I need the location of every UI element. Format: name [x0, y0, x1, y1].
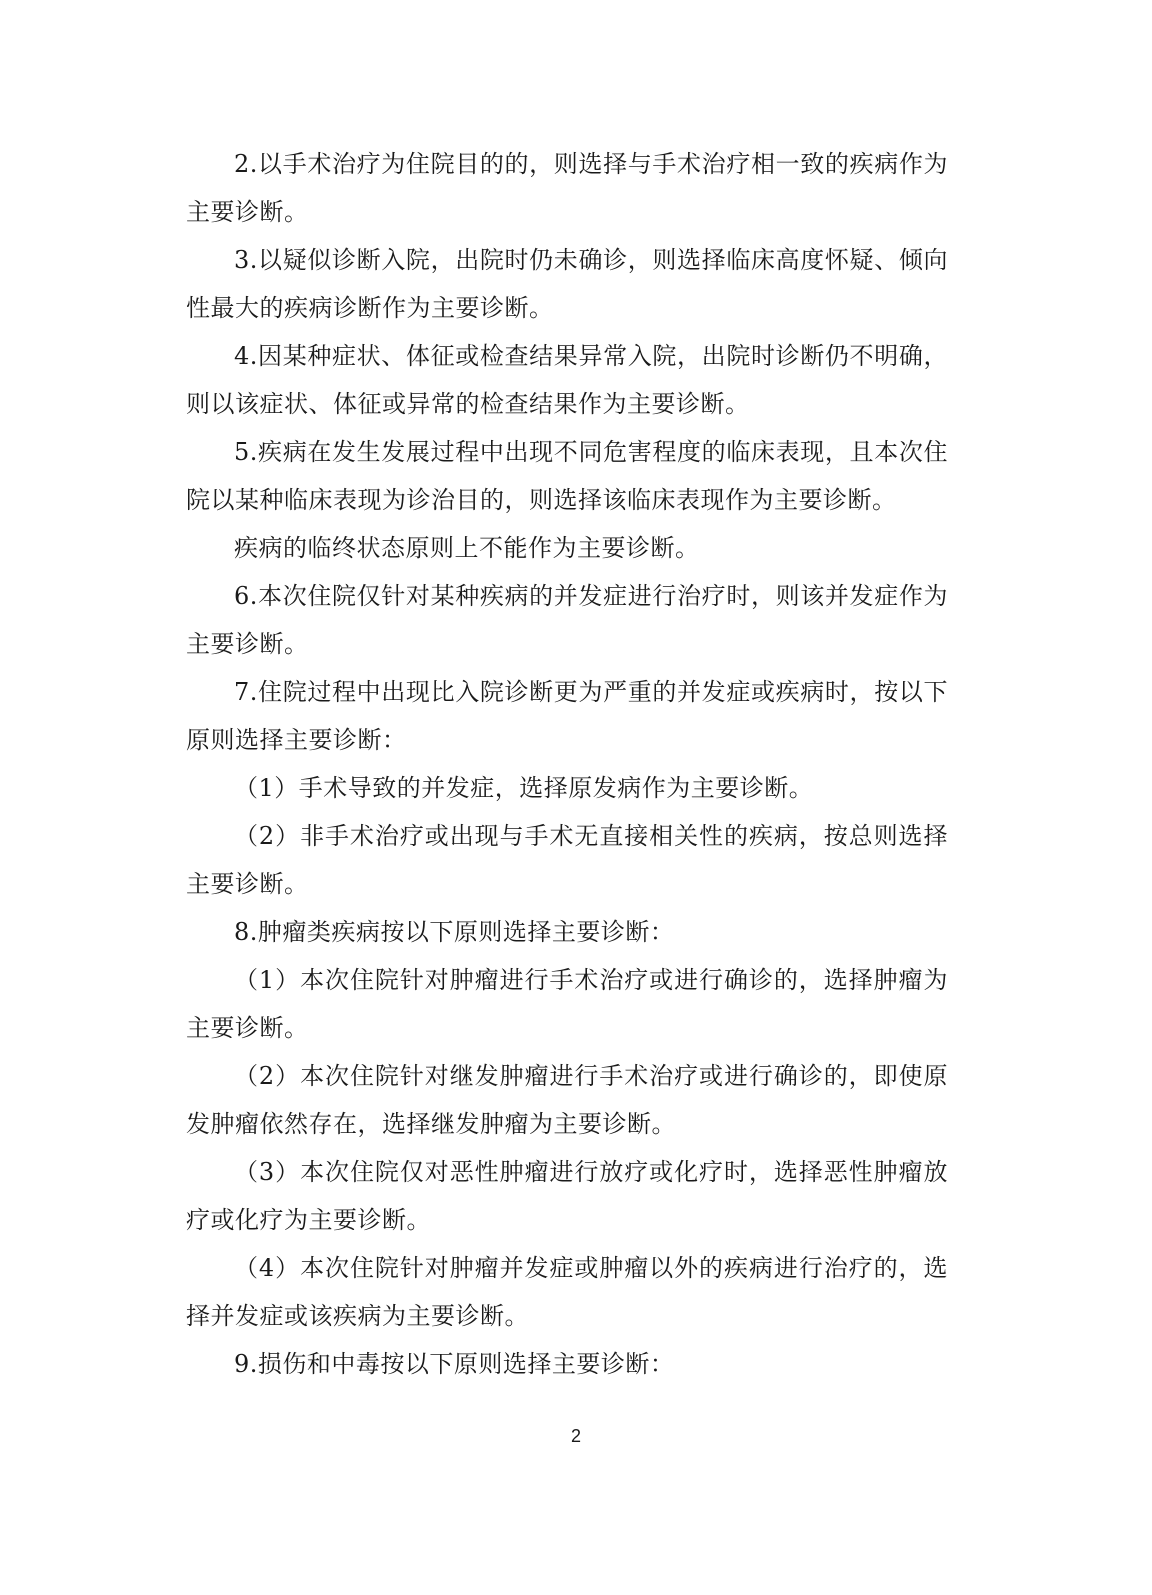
paragraph-rule-3: 3.以疑似诊断入院，出院时仍未确诊，则选择临床高度怀疑、倾向性最大的疾病诊断作为主要诊断。 [186, 246, 948, 322]
paragraph-rule-7: 7.住院过程中出现比入院诊断更为严重的并发症或疾病时，按以下原则选择主要诊断： [186, 678, 948, 754]
paragraph-rule-5: 5.疾病在发生发展过程中出现不同危害程度的临床表现，且本次住院以某种临床表现为诊治目的，则选择该临床表现作为主要诊断。 [186, 438, 948, 514]
paragraph-rule-4: 4.因某种症状、体征或检查结果异常入院，出院时诊断仍不明确，则以该症状、体征或异常的检查结果作为主要诊断。 [186, 342, 948, 418]
paragraph-rule-8-item-4: （4）本次住院针对肿瘤并发症或肿瘤以外的疾病进行治疗的，选择并发症或该疾病为主要诊断。 [186, 1254, 948, 1330]
body-text [186, 140, 948, 1388]
paragraph-rule-8-item-3: （3）本次住院仅对恶性肿瘤进行放疗或化疗时，选择恶性肿瘤放疗或化疗为主要诊断。 [186, 1158, 948, 1234]
paragraph-rule-6: 6.本次住院仅针对某种疾病的并发症进行治疗时，则该并发症作为主要诊断。 [186, 582, 948, 658]
paragraph-rule-5-note: 疾病的临终状态原则上不能作为主要诊断。 [234, 534, 700, 562]
paragraph-rule-2: 2.以手术治疗为住院目的的，则选择与手术治疗相一致的疾病作为主要诊断。 [186, 150, 948, 226]
paragraph-rule-7-item-1: （1）手术导致的并发症，选择原发病作为主要诊断。 [234, 774, 814, 802]
paragraph-rule-8-item-2: （2）本次住院针对继发肿瘤进行手术治疗或进行确诊的，即使原发肿瘤依然存在，选择继发肿瘤为主要诊断。 [186, 1062, 948, 1138]
paragraph-rule-8: 8.肿瘤类疾病按以下原则选择主要诊断： [234, 918, 675, 946]
paragraph-rule-8-item-1: （1）本次住院针对肿瘤进行手术治疗或进行确诊的，选择肿瘤为主要诊断。 [186, 966, 948, 1042]
paragraph-rule-9: 9.损伤和中毒按以下原则选择主要诊断： [234, 1350, 675, 1378]
paragraph-rule-7-item-2: （2）非手术治疗或出现与手术无直接相关性的疾病，按总则选择主要诊断。 [186, 822, 948, 898]
page-number: 2 [570, 1426, 581, 1446]
